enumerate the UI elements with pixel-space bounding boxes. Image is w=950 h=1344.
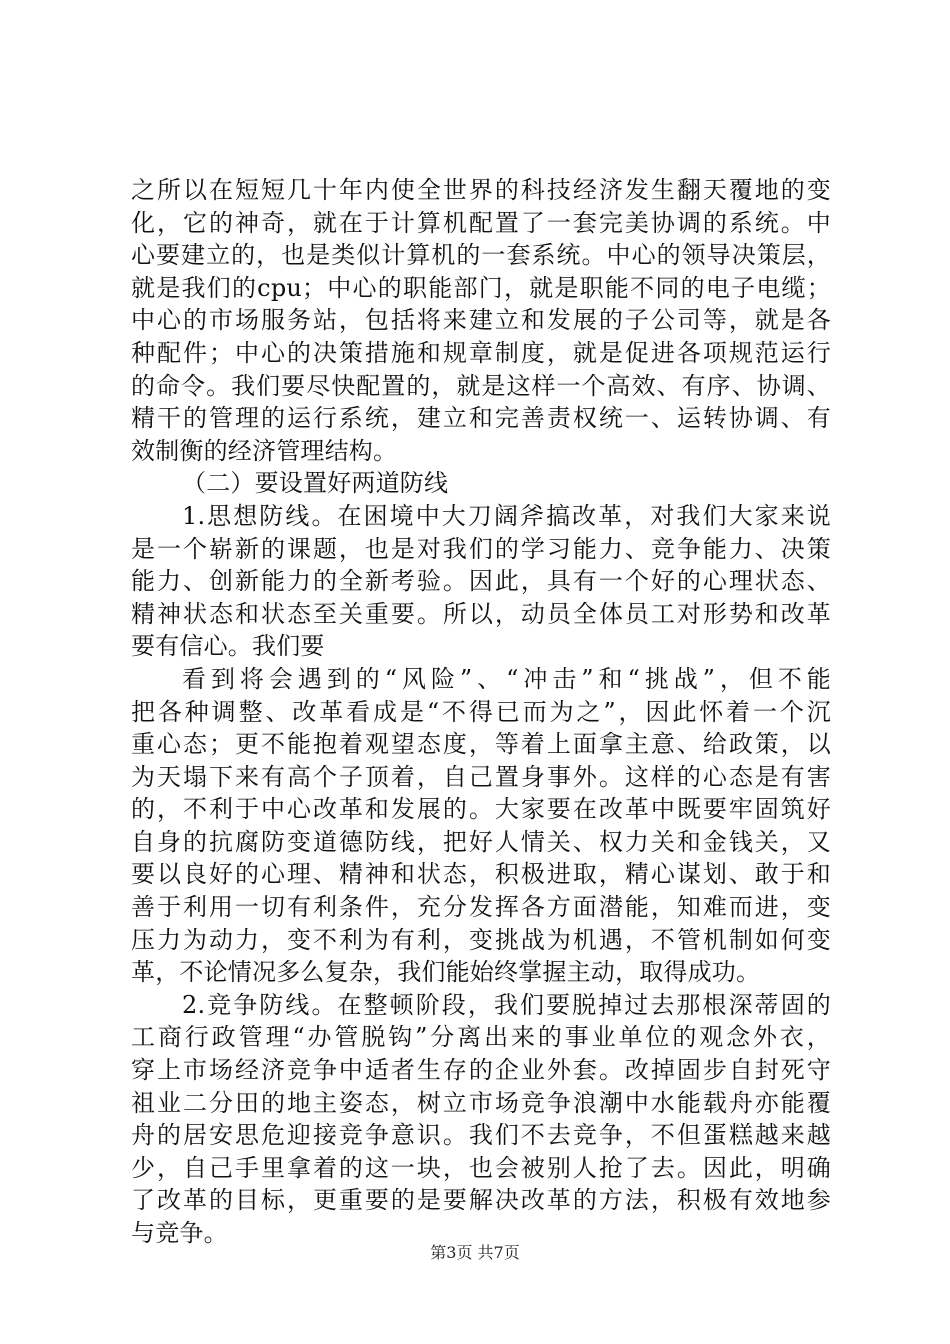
text-line: 了改革的目标，更重要的是要解决改革的方法，积极有效地参: [131, 1186, 831, 1215]
text-line: 把各种调整、改革看成是“不得已而为之”，因此怀着一个沉: [131, 697, 831, 726]
text-line: 善于利用一切有利条件，充分发挥各方面潜能，知难而进，变: [131, 893, 831, 922]
text-line: 与竞争。: [131, 1219, 228, 1247]
text-line: 为天塌下来有高个子顶着，自己置身事外。这样的心态是有害: [131, 762, 831, 791]
text-line: 自身的抗腐防变道德防线，把好人情关、权力关和金钱关，又: [131, 827, 831, 856]
text-line: 少，自己手里拿着的这一块，也会被别人抢了去。因此，明确: [131, 1153, 831, 1182]
section-heading: （二）要设置好两道防线: [182, 469, 449, 498]
text-line: 穿上市场经济竞争中适者生存的企业外套。改掉固步自封死守: [131, 1056, 831, 1085]
text-line: 就是我们的cpu；中心的职能部门，就是职能不同的电子电缆；: [131, 273, 831, 302]
text-line: 之所以在短短几十年内使全世界的科技经济发生翻天覆地的变: [131, 176, 831, 204]
text-line: 舟的居安思危迎接竞争意识。我们不去竞争，不但蛋糕越来越: [131, 1121, 831, 1150]
text-line: 中心的市场服务站，包括将来建立和发展的子公司等，就是各: [131, 306, 831, 335]
text-line: 要以良好的心理、精神和状态，积极进取，精心谋划、敢于和: [131, 860, 831, 889]
text-line: 1.思想防线。在困境中大刀阔斧搞改革，对我们大家来说: [182, 501, 831, 530]
text-line: 能力、创新能力的全新考验。因此，具有一个好的心理状态、: [131, 567, 831, 596]
text-line: 工商行政管理“办管脱钩”分离出来的事业单位的观念外衣，: [131, 1023, 831, 1052]
text-line: 效制衡的经济管理结构。: [131, 436, 398, 465]
text-line: 种配件；中心的决策措施和规章制度，就是促进各项规范运行: [131, 338, 831, 367]
page-footer: 第3页 共7页: [430, 1243, 520, 1262]
text-line: 要有信心。我们要: [131, 632, 325, 661]
text-line: 重心态；更不能抱着观望态度，等着上面拿主意、给政策，以: [131, 730, 831, 759]
text-line: 压力为动力，变不利为有利，变挑战为机遇，不管机制如何变: [131, 925, 831, 954]
body-text: [131, 174, 831, 1250]
text-line: 心要建立的，也是类似计算机的一套系统。中心的领导决策层，: [131, 241, 831, 270]
text-line: 的命令。我们要尽快配置的，就是这样一个高效、有序、协调、: [131, 371, 831, 400]
text-line: 看到将会遇到的“风险”、“冲击”和“挑战”，但不能: [182, 664, 831, 693]
text-line: 2.竞争防线。在整顿阶段，我们要脱掉过去那根深蒂固的: [182, 990, 831, 1019]
text-line: 革，不论情况多么复杂，我们能始终掌握主动，取得成功。: [131, 958, 761, 987]
text-line: 化，它的神奇，就在于计算机配置了一套完美协调的系统。中: [131, 208, 831, 237]
text-line: 祖业二分田的地主姿态，树立市场竞争浪潮中水能载舟亦能覆: [131, 1088, 831, 1117]
text-line: 是一个崭新的课题，也是对我们的学习能力、竞争能力、决策: [131, 534, 831, 563]
text-line: 的，不利于中心改革和发展的。大家要在改革中既要牢固筑好: [131, 795, 831, 824]
text-line: 精神状态和状态至关重要。所以，动员全体员工对形势和改革: [131, 599, 831, 628]
text-line: 精干的管理的运行系统，建立和完善责权统一、运转协调、有: [131, 404, 831, 433]
